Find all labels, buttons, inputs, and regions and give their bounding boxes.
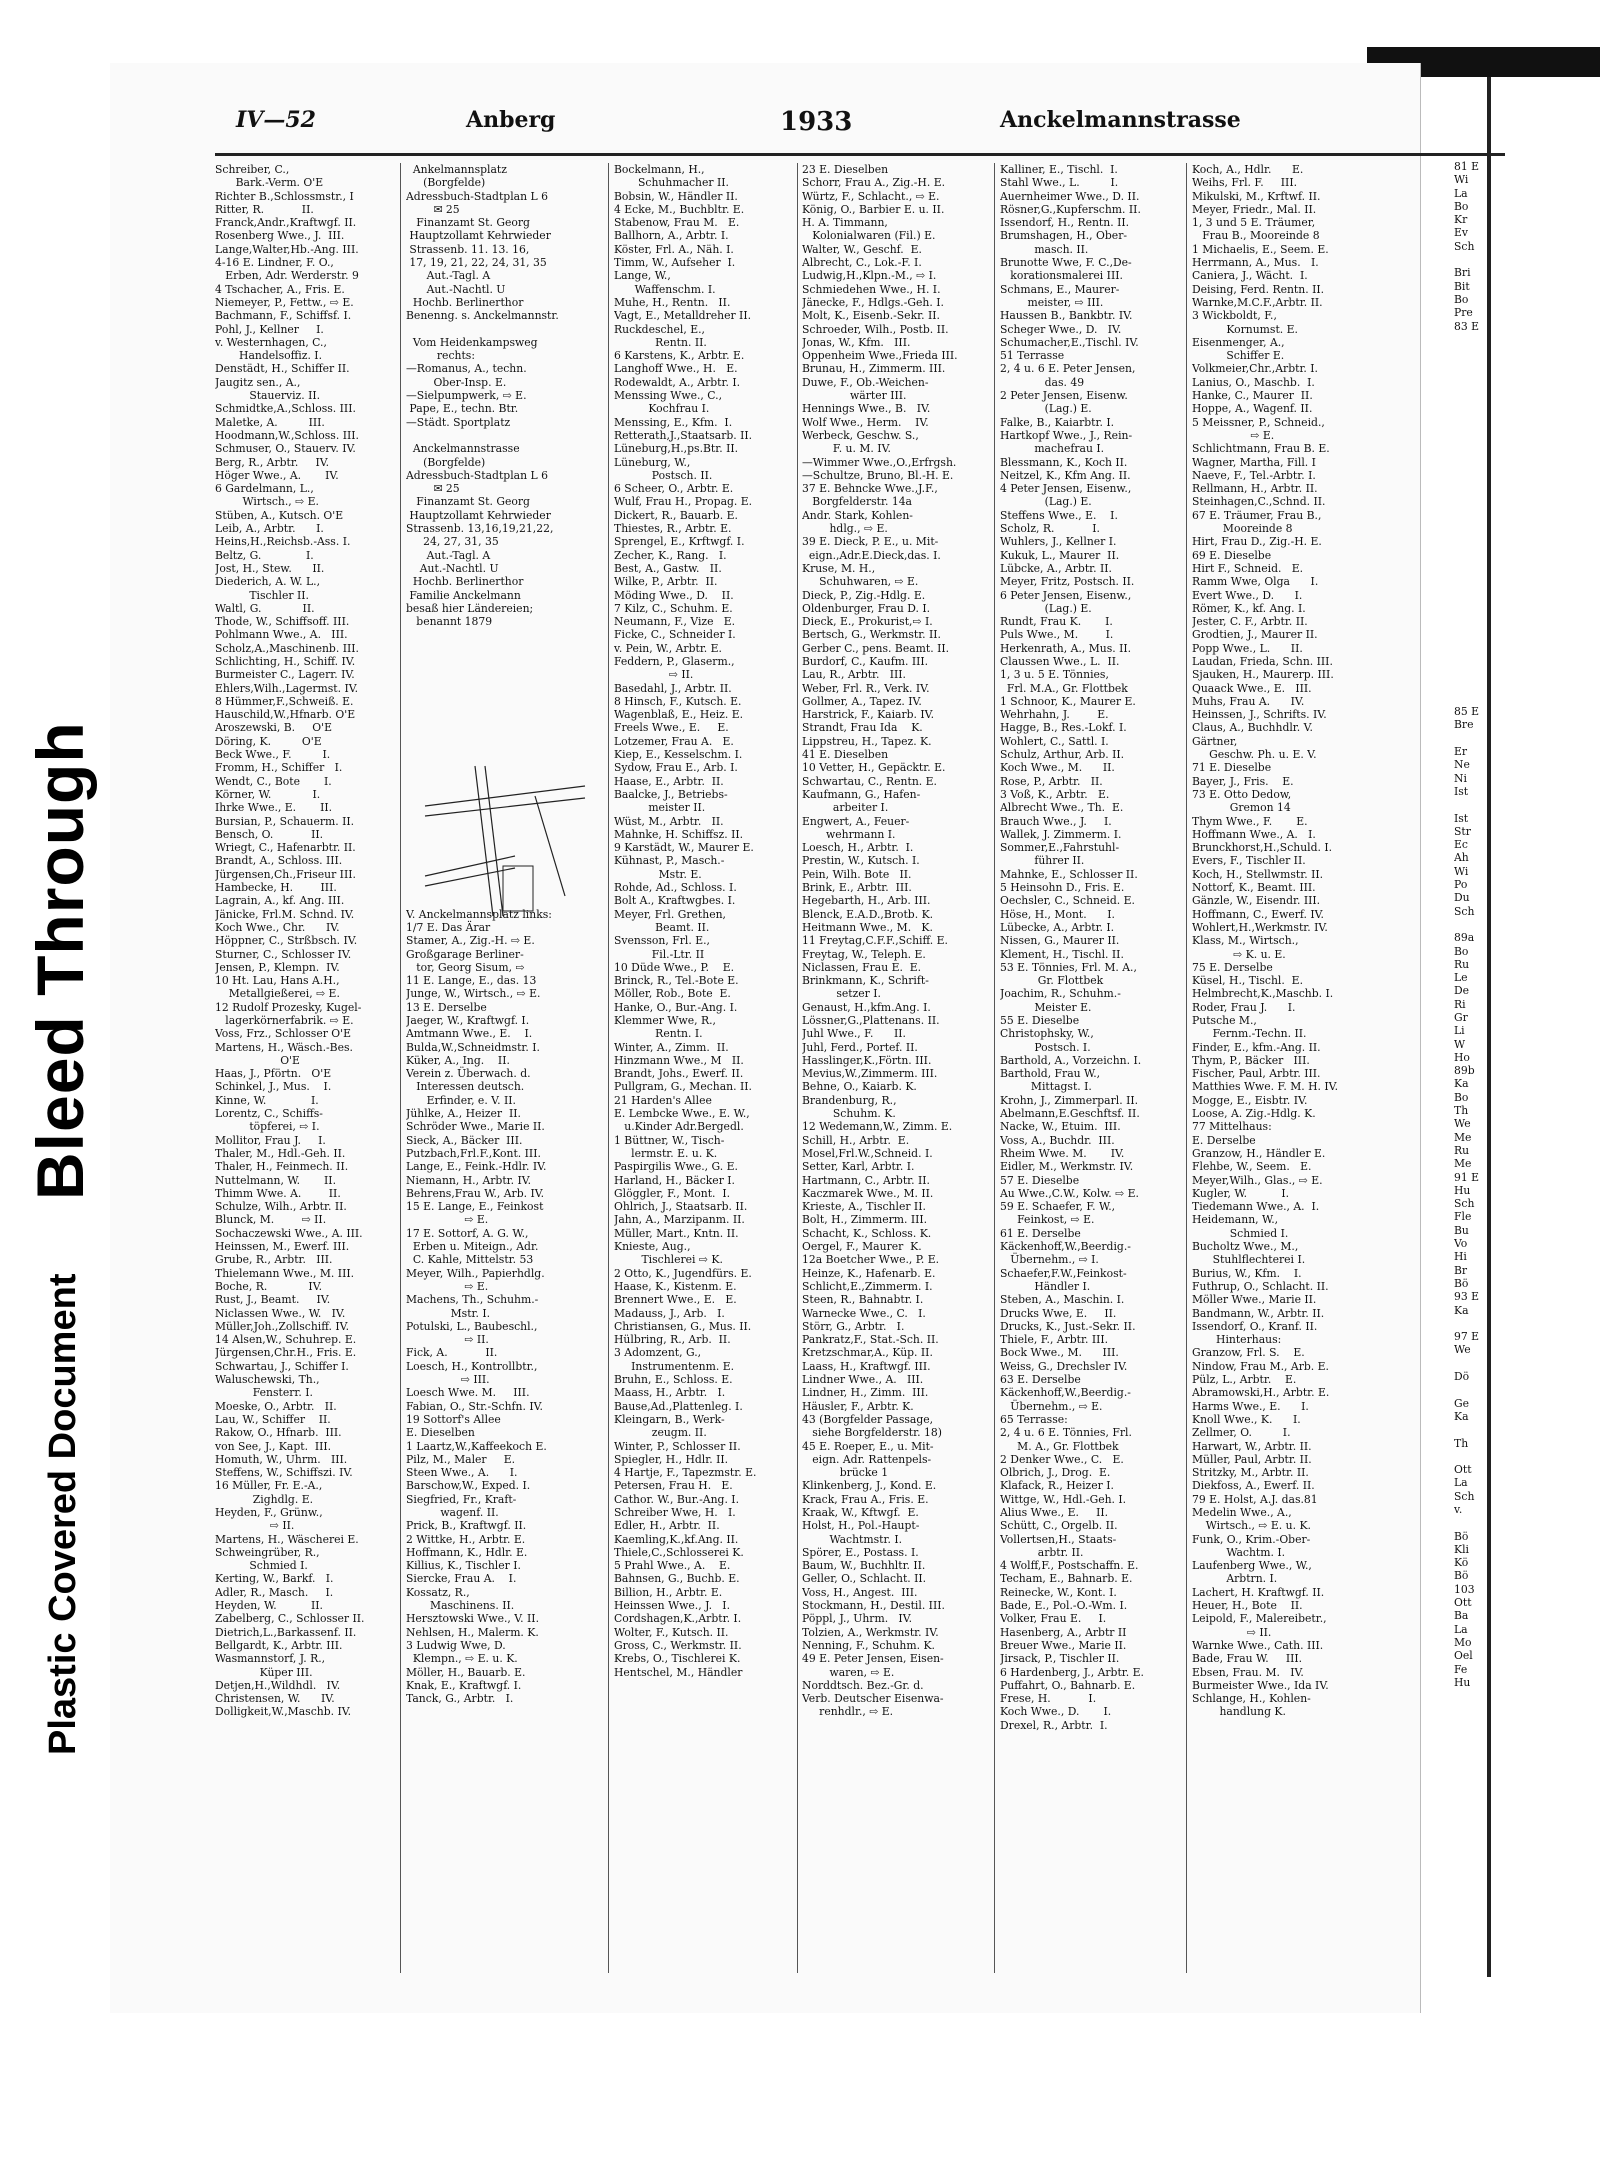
street-map-inset bbox=[415, 746, 595, 926]
directory-column-3: Bockelmann, H., Schuhmacher II. Bobsin, W., Händler II. 4 Ecke, M., Buchbltr. E. Stabenow, Frau M. E. Ballhorn, A., Arbtr. I. Köster, Frl. A., Näh. I. Timm, W., Aufseher I. Lange, W., Waffenschm. I. Muhe, H., Rentn. II. Vagt, E., Metalldreher II. Ruckdeschel, E., Rentn. II. 6 Karstens, K., Arbtr. E. Langhoff Wwe., H. E. Rodewaldt, A., Arbtr. I. Menssing Wwe., C., Kochfrau I. Menssing, E., Kfm. I. Retterath,J.,Staatsarb. II. Lüneburg,H.,ps.Btr. II. Lüneburg, W., Postsch. II. 6 Scheer, O., Arbtr. E. Wulf, Frau H., Propag. E. Dickert, R., Bauarb. E. Thiestes, R., Arbtr. E. Sprengel, E., Krftwgf. I. Zecher, K., Rang. I. Best, A., Gastw. II. Wilke, P., Arbtr. II. Möding Wwe., D. II. 7 Kilz, C., Schuhm. E. Neumann, F., Vize E. Ficke, C., Schneider I. v. Pein, W., Arbtr. E. Feddern, P., Glaserm., ⇨ II. Basedahl, J., Arbtr. II. 8 Hinsch, F., Kutsch. E. Wagenblaß, E., Heiz. E. Freels Wwe., E. E. Lotzemer, Frau A. E. Kiep, E., Kesselschm. I. Sydow, Frau E., Arb. I. Haase, E., Arbtr. II. Baalcke, J., Betriebs- meister II. Wüst, M., Arbtr. II. Mahnke, H. Schiffsz. II. 9 Karstädt, W., Maurer E. Kühnast, P., Masch.- Mstr. E. Rohde, Ad., Schloss. I. Bolt A., Kraftwgbes. I. Meyer, Frl. Grethen, Beamt. II. Svensson, Frl. E., Fil.-Ltr. II 10 Düde Wwe., P. E. Brinck, R., Tel.-Bote E. Möller, Rob., Bote E. Hanke, O., Bur.-Ang. I. Klemmer Wwe, R., Rentn. I. Winter, A., Zimm. II. Hinzmann Wwe., M II. Brandt, Johs., Ewerf. II. Pullgram, G., Mechan. II. 21 Harden's Allee E. Lembcke Wwe., E. W., u.Kinder Adr.Bergedl. 1 Büttner, W., Tisch- lermstr. E. u. K. Paspirgilis Wwe., G. E. Harland, H., Bäcker I. Glöggler, F., Mont. I. Ohlrich, J., Staatsarb. II. Jahn, A., Marzipanm. II. Müller, Mart., Kntn. II. Knieste, Aug., Tischlerei ⇨ K. 2 Otto, K., Jugendfürs. E. Haase, K., Kistenm. E. Brennert Wwe., E. E. Madauss, J., Arb. I. Christiansen, G., Mus. II. Hülbring, R., Arb. II. 3 Adomzent, G., Instrumentenm. E. Bruhn, E., Schloss. E. Maass, H., Arbtr. I. Bause,Ad.,Plattenleg. I. Kleingarn, B., Werk- zeugm. II. Winter, P., Schlosser II. Spiegler, H., Hdlr. II. 4 Hartje, F., Tapezmstr. E. Petersen, Frau H. E. Cathor. W., Bur.-Ang. I. Schreiber Wwe, H. I. Edler, H., Arbtr. II. Kaemling,K.,kf.Ang. II. Thiele,C.,Schlosserei K. 5 Prahl Wwe., A. E. Bahnsen, G., Buchb. E. Billion, H., Arbtr. E. Heinssen Wwe., J. I. Cordshagen,K.,Arbtr. I. Wolter, F., Kutsch. II. Gross, C., Werkmstr. II. Krebs, O., Tischlerei K. Hentschel, M., Händler bbox=[614, 163, 757, 1679]
page-number: IV—52 bbox=[236, 107, 316, 133]
plastic-covered-label: Plastic Covered Document bbox=[42, 1273, 84, 1755]
header-rule bbox=[215, 153, 1505, 156]
column-divider bbox=[608, 163, 609, 1973]
directory-column-5: Kalliner, E., Tischl. I. Stahl Wwe., L. I. Auernheimer Wwe., D. II. Rösner,G.,Kupferschm. II. Issendorf, H., Rentn. II. Brumshagen, H., Ober- masch. II. Brunotte Wwe, F. C.,De- korationsmalerei III. Schmans, E., Maurer- meister, ⇨ III. Haussen B., Bankbtr. IV. Scheger Wwe., D. IV. Schumacher,E.,Tischl. IV. 51 Terrasse 2, 4 u. 6 E. Peter Jensen, das. 49 2 Peter Jensen, Eisenw. (Lag.) E. Falke, B., Kaiarbtr. I. Hartkopf Wwe., J., Rein- machefrau I. Blessmann, K., Koch II. Neitzel, K., Kfm Ang. II. 4 Peter Jensen, Eisenw., (Lag.) E. Steffens Wwe., E. I. Scholz, R. I. Wuhlers, J., Kellner I. Kukuk, L., Maurer II. Lübcke, A., Arbtr. II. Meyer, Fritz, Postsch. II. 6 Peter Jensen, Eisenw., (Lag.) E. Rundt, Frau K. I. Puls Wwe., M. I. Herkenrath, A., Mus. II. Claussen Wwe., L. II. 1, 3 u. 5 E. Tönnies, Frl. M.A., Gr. Flottbek 1 Schnoor, K., Maurer E. Wehrhahn, J. E. Hagge, B., Res.-Lokf. I. Wohlert, C., Sattl. I. Schulz, Arthur, Arb. II. Koch Wwe., M. II. Rose, P., Arbtr. II. 3 Voß, K., Arbtr. E. Albrecht Wwe., Th. E. Brauch Wwe., J. I. Wallek, J. Zimmerm. I. Sommer,E.,Fahrstuhl- führer II. Mahnke, E., Schlosser II. 5 Heinsohn D., Fris. E. Oechsler, C., Schneid. E. Höse, H., Mont. I. Lübecke, A., Arbtr. I. Nissen, G., Maurer II. Klement, H., Tischl. II. 53 E. Tönnies, Frl. M. A., Gr. Flottbek Joachim, R., Schuhm.- Meister E. 55 E. Dieselbe Christophsky, W., Postsch. I. Barthold, A., Vorzeichn. I. Barthold, Frau W., Mittagst. I. Krohn, J., Zimmerparl. II. Abelmann,E.Geschftsf. II. Nacke, W., Etuim. III. Voss, A., Buchdr. III. Rheim Wwe. M. IV. Eidler, M., Werkmstr. IV. 57 E. Dieselbe Au Wwe.,C.W., Kolw. ⇨ E. 59 E. Schaefer, F. W., Feinkost, ⇨ E. 61 E. Derselbe Käckenhoff,W.,Beerdig.- Übernehm., ⇨ I. Schaefer,F.W.,Feinkost- Händler I. Steben, A., Maschin. I. Drucks Wwe, E. II. Drucks, K., Just.-Sekr. II. Thiele, F., Arbtr. III. Bock Wwe., M. III. Weiss, G., Drechsler IV. 63 E. Derselbe Käckenhoff,W.,Beerdig.- Übernehm., ⇨ E. 65 Terrasse: 2, 4 u. 6 E. Tönnies, Frl. M. A., Gr. Flottbek 2 Denker Wwe., C. E. Olbrich, J., Drog. E. Klafack, R., Heizer I. Wittge, W., Hdl.-Geh. I. Alius Wwe., E. II. Schütt, C., Orgelb. II. Vollertsen,H., Staats- arbtr. II. 4 Wolff,F., Postschaffn. E. Techam, E., Bahnarb. E. Reinecke, W., Kont. I. Bade, E., Pol.-O.-Wm. I. Volker, Frau E. I. Hasenberg, A., Arbtr II Breuer Wwe., Marie II. Jirsack, P., Tischler II. 6 Hardenberg, J., Arbtr. E. Puffahrt, O., Bahnarb. E. Frese, H. I. Koch Wwe., D. I. Drexel, R., Arbtr. I. bbox=[1000, 163, 1144, 1732]
year-heading: 1933 bbox=[780, 107, 853, 137]
column-divider bbox=[1186, 163, 1187, 1973]
directory-column-4: 23 E. Dieselben Schorr, Frau A., Zig.-H. E. Würtz, F., Schlacht., ⇨ E. König, O., Barbier E. u. II. H. A. Timmann, Kolonialwaren (Fil.) E. Walter, W., Geschf. E. Albrecht, C., Lok.-F. I. Ludwig,H.,Klpn.-M., ⇨ I. Schmiedehen Wwe., H. I. Jänecke, F., Hdlgs.-Geh. I. Molt, K., Eisenb.-Sekr. II. Schroeder, Wilh., Postb. II. Jonas, W., Kfm. III. Oppenheim Wwe.,Frieda III. Brunau, H., Zimmerm. III. Duwe, F., Ob.-Weichen- wärter III. Hennings Wwe., B. IV. Wolf Wwe., Herm. IV. Werbeck, Geschw. S., F. u. M. IV. —Wimmer Wwe.,O.,Erfrgsh. —Schultze, Bruno, Bl.-H. E. 37 E. Behncke Wwe.,J.F., Borgfelderstr. 14a Andr. Stark, Kohlen- hdlg., ⇨ E. 39 E. Dieck, P. E., u. Mit- eign.,Adr.E.Dieck,das. I. Kruse, M. H., Schuhwaren, ⇨ E. Dieck, P., Zig.-Hdlg. E. Oldenburger, Frau D. I. Dieck, E., Prokurist,⇨ I. Bertsch, G., Werkmstr. II. Gerber C., pens. Beamt. II. Burdorf, C., Kaufm. III. Lau, R., Arbtr. III. Weber, Frl. R., Verk. IV. Gollmer, A., Tapez. IV. Harstrick, F., Kaiarb. IV. Strandt, Frau Ida K. Lippstreu, H., Tapez. K. 41 E. Dieselben 10 Vetter, H., Gepäcktr. E. Schwartau, C., Rentn. E. Kaufmann, G., Hafen- arbeiter I. Engwert, A., Feuer- wehrmann I. Loesch, H., Arbtr. I. Prestin, W., Kutsch. I. Pein, Wilh. Bote II. Brink, E., Arbtr. III. Hegebarth, H., Arb. III. Blenck, E.A.D.,Brotb. K. Heitmann Wwe., M. K. 11 Freytag,C.F.F.,Schiff. E. Freytag, W., Teleph. E. Niclassen, Frau E. E. Brinkmann, K., Schrift- setzer I. Genaust, H.,kfm.Ang. I. Lössner,G.,Plattenans. II. Juhl Wwe., F. II. Juhl, Ferd., Portef. II. Hasslinger,K.,Förtn. III. Mevius,W.,Zimmerm. III. Behne, O., Kaiarb. K. Brandenburg, R., Schuhm. K. 12 Wedemann,W., Zimm. E. Schill, H., Arbtr. E. Mosel,Frl.W.,Schneid. I. Setter, Karl, Arbtr. I. Hartmann, C., Arbtr. II. Kaczmarek Wwe., M. II. Krieste, A., Tischler II. Bolt, H., Zimmerm. III. Schacht, K., Schloss. K. Oergel, F., Maurer K. 12a Boetcher Wwe., P. E. Heinze, K., Hafenarb. E. Schlicht,E.,Zimmerm. I. Steen, R., Bahnabtr. I. Warnecke Wwe., C. I. Störr, G., Arbtr. I. Pankratz,F., Stat.-Sch. II. Kretzschmar,A., Küp. II. Laass, H., Kraftwgf. III. Lindner Wwe., A. III. Lindner, H., Zimm. III. Häusler, F., Arbtr. K. 43 (Borgfelder Passage, siehe Borgfelderstr. 18) 45 E. Roeper, E., u. Mit- eign. Adr. Rattenpels- brücke 1 Klinkenberg, J., Kond. E. Krack, Frau A., Fris. E. Kraak, W., Kftwgf. E. Holst, H., Pol.-Haupt- Wachtmstr. I. Spörer, E., Postass. I. Baum, W., Buchhltr. II. Geller, O., Schlacht. II. Voss, H., Angest. III. Stockmann, H., Destil. III. Pöppl, J., Uhrm. IV. Tolzien, A., Werkmstr. IV. Nenning, F., Schuhm. K. 49 E. Peter Jensen, Eisen- waren, ⇨ E. Norddtsch. Bez.-Gr. d. Verb. Deutscher Eisenwa- renhdlr., ⇨ E. bbox=[802, 163, 958, 1719]
running-head-right: Anckelmannstrasse bbox=[1000, 107, 1241, 133]
scan-margin bbox=[0, 0, 110, 2177]
column-divider bbox=[400, 163, 401, 1973]
column-divider bbox=[797, 163, 798, 1973]
next-page-column-fragment: 81 E Wi La Bo Kr Ev Sch Bri Bit Bo Pre 83 E 85 E Bre Er Ne Ni Ist Ist Str Ec Ah Wi Po Du Sch 89a Bo Ru Le De Ri Gr Li W Ho 89b Ka Bo Th We Me Ru Me 91 E Hu Sch Fle Bu Vo Hi Br Bö 93 E Ka 97 E We Dö Ge Ka Th Ott La Sch v. Bö Kli Kö Bö 103 Ott Ba La Mo Oel Fe Hu bbox=[1454, 160, 1480, 1689]
directory-column-6: Koch, A., Hdlr. E. Weihs, Frl. F. III. Mikulski, M., Krftwf. II. Meyer, Friedr., Mal. II. 1, 3 und 5 E. Träumer, Frau B., Mooreinde 8 1 Michaelis, E., Seem. E. Herrmann, A., Mus. I. Caniera, J., Wächt. I. Deising, Ferd. Rentn. II. Warnke,M.C.F.,Arbtr. II. 3 Wickboldt, F., Kornumst. E. Eisenmenger, A., Schiffer E. Volkmeier,Chr.,Arbtr. I. Lanius, O., Maschb. I. Hanke, C., Maurer II. Hoppe, A., Wagenf. II. 5 Meissner, P., Schneid., ⇨ E. Schlichtmann, Frau B. E. Wagner, Martha, Fill. I Naeve, F., Tel.-Arbtr. I. Rellmann, H., Arbtr. II. Steinhagen,C.,Schnd. II. 67 E. Träumer, Frau B., Mooreinde 8 Hirt, Frau D., Zig.-H. E. 69 E. Dieselbe Hirt F., Schneid. E. Ramm Wwe, Olga I. Evert Wwe., D. I. Römer, K., kf. Ang. I. Jester, C. F., Arbtr. II. Grodtien, J., Maurer II. Popp Wwe., L. II. Laudan, Frieda, Schn. III. Sjauken, H., Maurerp. III. Quaack Wwe., E. III. Muhs, Frau A. IV. Heinssen, J., Schrifts. IV. Claus, A., Buchhdlr. V. Gärtner, Geschw. Ph. u. E. V. 71 E. Dieselbe Bayer, J., Fris. E. 73 E. Otto Dedow, Gremon 14 Thym Wwe., F. E. Hoffmann Wwe., A. I. Brunckhorst,H.,Schuld. I. Evers, F., Tischler II. Koch, H., Stellwmstr. II. Nottorf, K., Beamt. III. Gänzle, W., Eisendr. III. Hoffmann, C., Ewerf. IV. Wohlert,H.,Werkmstr. IV. Klass, M., Wirtsch., ⇨ K. u. E. 75 E. Derselbe Küsel, H., Tischl. E. Helmbrecht,K.,Maschb. I. Roder, Frau J. I. Putsche M., Fernm.-Techn. II. Finder, E., kfm.-Ang. II. Thym, P., Bäcker III. Fischer, Paul, Arbtr. III. Matthies Wwe. F. M. H. IV. Mogge, E., Eisbtr. IV. Loose, A. Zig.-Hdlg. K. 77 Mittelhaus: E. Derselbe Granzow, H., Händler E. Flehbe, W., Seem. E. Meyer,Wilh., Glas., ⇨ E. Kugler, W. I. Tiedemann Wwe., A. I. Heidemann, W., Schmied I. Bucholtz Wwe., M., Stuhlflechterei I. Burius, W., Kfm. I. Futhrup, O., Schlacht. II. Möller Wwe., Marie II. Bandmann, W., Arbtr. II. Issendorf, O., Kranf. II. Hinterhaus: Granzow, Frl. S. E. Nindow, Frau M., Arb. E. Pülz, L., Arbtr. E. Abramowski,H., Arbtr. E. Harms Wwe., E. I. Knoll Wwe., K. I. Zellmer, O. I. Harwart, W., Arbtr. II. Müller, Paul, Arbtr. II. Stritzky, M., Arbtr. II. Diekfoss, A., Ewerf. II. 79 E. Holst, A.J. das.81 Medelin Wwe., A., Wirtsch., ⇨ E. u. K. Funk, O., Krim.-Ober- Wachtm. I. Laufenberg Wwe., W., Arbtrn. I. Lachert, H. Kraftwgf. II. Heuer, H., Bote II. Leipold, F., Malereibetr., ⇨ II. Warnke Wwe., Cath. III. Bade, Frau W. III. Ebsen, Frau. M. IV. Burmeister Wwe., Ida IV. Schlange, H., Kohlen- handlung K. bbox=[1192, 163, 1339, 1719]
directory-column-1: Schreiber, C., Bark.-Verm. O'E Richter B.,Schlossmstr., I Ritter, R. II. Franck,Andr.,Kraftwgf. II. Rosenberg Wwe., J. III. Lange,Walter,Hb.-Ang. III. 4-16 E. Lindner, F. O., Erben, Adr. Werderstr. 9 4 Tschacher, A., Fris. E. Niemeyer, P., Fettw., ⇨ E. Bachmann, F., Schiffsf. I. Pohl, J., Kellner I. v. Westernhagen, C., Handelsoffiz. I. Denstädt, H., Schiffer II. Jaugitz sen., A., Stauerviz. II. Schmidtke,A.,Schloss. III. Maletke, A. III. Hoodmann,W.,Schloss. III. Schmuser, O., Stauerv. IV. Berg, R., Arbtr. IV. Höger Wwe., A. IV. 6 Gardelmann, L., Wirtsch., ⇨ E. Stüben, A., Kutsch. O'E Leib, A., Arbtr. I. Heins,H.,Reichsb.-Ass. I. Beltz, G. I. Jost, H., Stew. II. Diederich, A. W. L., Tischler II. Waltl, G. II. Thode, W., Schiffsoff. III. Pohlmann Wwe., A. III. Scholz,A.,Maschinenb. III. Schlichting, H., Schiff. IV. Burmeister C., Lagerr. IV. Ehlers,Wilh.,Lagermst. IV. 8 Hümmer,F.,Schweiß. E. Hauschild,W.,Hfnarb. O'E Aroszewski, B. O'E Döring, K. O'E Beck Wwe., F. I. Fromm, H., Schiffer I. Wendt, C., Bote I. Körner, W. I. Ihrke Wwe., E. II. Bursian, P., Schauerm. II. Bensch, O. II. Wriegt, C., Hafenarbtr. II. Brandt, A., Schloss. III. Jürgensen,Ch.,Friseur III. Hambecke, H. III. Lagrain, A., kf. Ang. III. Jänicke, Frl.M. Schnd. IV. Koch Wwe., Chr. IV. Höppner, C., Strßbsch. IV. Sturner, C., Schlosser IV. Jensen, P., Klempn. IV. 10 Ht. Lau, Hans A.H., Metallgießerei, ⇨ E. 12 Rudolf Prozesky, Kugel- lagerkörnerfabrik. ⇨ E. Voss, Frz., Schlosser O'E Martens, H., Wäsch.-Bes. O'E Haas, J., Pförtn. O'E Schinkel, J., Mus. I. Kinne, W. I. Lorentz, C., Schiffs- töpferei, ⇨ I. Mollitor, Frau J. I. Thaler, M., Hdl.-Geh. II. Thaler, H., Feinmech. II. Nuttelmann, W. II. Thimm Wwe. A. II. Schulze, Wilh., Arbtr. II. Blunck, M. ⇨ II. Sochaczewski Wwe., A. III. Heinssen, M., Ewerf. III. Grube, R., Arbtr. III. Thielemann Wwe., M. III. Boche, R. IV. Rust, J., Beamt. IV. Niclassen Wwe., W. IV. Müller,Joh.,Zollschiff. IV. 14 Alsen,W., Schuhrep. E. Jürgensen,Chr.H., Fris. E. Schwartau, J., Schiffer I. Waluschewski, Th., Fensterr. I. Moeske, O., Arbtr. II. Lau, W., Schiffer II. Rakow, O., Hfnarb. III. von See, J., Kapt. III. Homuth, W., Uhrm. III. Steffens, W., Schiffszi. IV. 16 Müller, Fr. E.-A., Zighdlg. E. Heyden, F., Grünw., ⇨ II. Martens, H., Wäscherei E. Schweingrüber, R., Schmied I. Kerting, W., Barkf. I. Adler, R., Masch. I. Heyden, W. II. Zabelberg, C., Schlosser II. Dietrich,L.,Barkassenf. II. Bellgardt, K., Arbtr. III. Wasmannstorf, J. R., Küper III. Detjen,H.,Wildhdl. IV. Christensen, W. IV. Dolligkeit,W.,Maschb. IV. bbox=[215, 163, 365, 1719]
column-divider bbox=[994, 163, 995, 1973]
directory-page bbox=[110, 63, 1421, 2013]
bleed-through-label: Bleed Through bbox=[23, 721, 97, 1200]
directory-column-2: Ankelmannsplatz (Borgfelde) Adressbuch-Stadtplan L 6 ✉ 25 Finanzamt St. Georg Hauptzollamt Kehrwieder Strassenb. 11. 13. 16, 17, 19, 21, 22, 24, 31, 35 Aut.-Tagl. A Aut.-Nachtl. U Hochb. Berlinerthor Benenng. s. Anckelmannstr. Vom Heidenkampsweg rechts: —Romanus, A., techn. Ober-Insp. E. —Sielpumpwerk, ⇨ E. Pape, E., techn. Btr. —Städt. Sportplatz Anckelmannstrasse (Borgfelde) Adressbuch-Stadtplan L 6 ✉ 25 Finanzamt St. Georg Hauptzollamt Kehrwieder Strassenb. 13,16,19,21,22, 24, 27, 31, 35 Aut.-Tagl. A Aut.-Nachtl. U Hochb. Berlinerthor Familie Anckelmann besaß hier Ländereien; benannt 1879 V. Anckelmannsplatz links: 1/7 E. Das Ärar Stamer, A., Zig.-H. ⇨ E. Großgarage Berliner- tor, Georg Sisum, ⇨ 11 E. Lange, E., das. 13 Junge, W., Wirtsch., ⇨ E. 13 E. Derselbe Jaeger, W., Kraftwgf. I. Amtmann Wwe., E. I. Bulda,W.,Schneidmstr. I. Küker, A., Ing. II. Verein z. Überwach. d. Interessen deutsch. Erfinder, e. V. II. Jühlke, A., Heizer II. Schröder Wwe., Marie II. Sieck, A., Bäcker III. Putzbach,Frl.F.,Kont. III. Lange, E., Feink.-Hdlr. IV. Niemann, H., Arbtr. IV. Behrens,Frau W., Arb. IV. 15 E. Lange, E., Feinkost ⇨ E. 17 E. Sottorf, A. G. W., Erben u. Miteign., Adr. C. Kahle, Mittelstr. 53 Meyer, Wilh., Papierhdlg. ⇨ E. Machens, Th., Schuhm.- Mstr. I. Potulski, L., Baubeschl., ⇨ II. Fick, A. II. Loesch, H., Kontrollbtr., ⇨ III. Loesch Wwe. M. III. Fabian, O., Str.-Schfn. IV. 19 Sottorf's Allee E. Dieselben 1 Laartz,W.,Kaffeekoch E. Pilz, M., Maler E. Steen Wwe., A. I. Barschow,W., Exped. I. Siegfried, Fr., Kraft- wagenf. II. Prick, B., Kraftwgf. II. 2 Wittke, H., Arbtr. E. Hoffmann, K., Hdlr. E. Killius, K., Tischler I. Siercke, Frau A. I. Kossatz, R., Maschinens. II. Hersztowski Wwe., V. II. Nehlsen, H., Malerm. K. 3 Ludwig Wwe, D. Klempn., ⇨ E. u. K. Möller, H., Bauarb. E. Knak, E., Kraftwgf. I. Tanck, G., Arbtr. I. bbox=[406, 163, 559, 1706]
page-header bbox=[110, 107, 1410, 147]
running-head-left: Anberg bbox=[466, 107, 556, 133]
